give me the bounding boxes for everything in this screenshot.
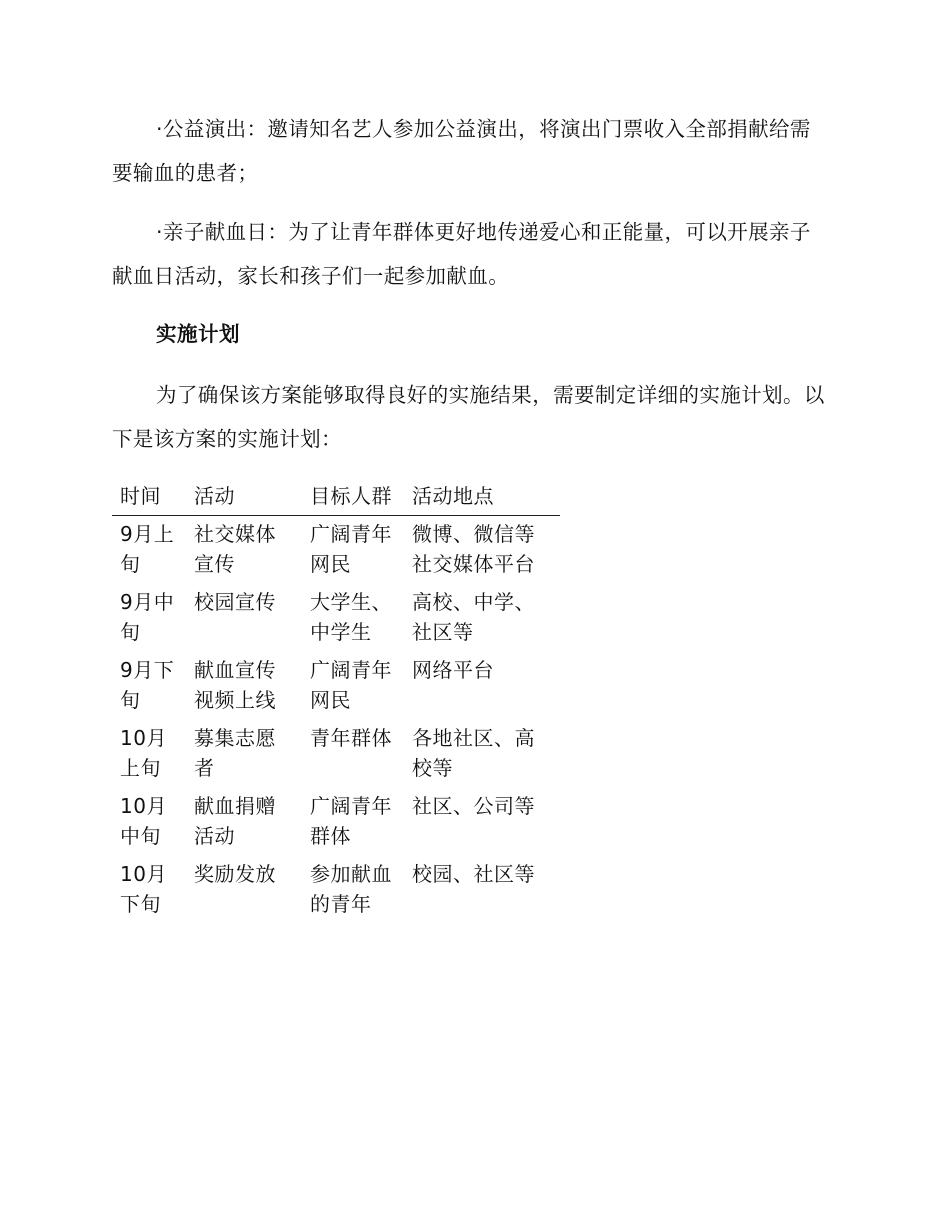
cell-time: 9月下旬 xyxy=(120,658,175,712)
cell-activity: 校园宣传 xyxy=(194,590,276,614)
cell-location: 网络平台 xyxy=(412,658,494,682)
paragraph-plan-intro: 为了确保该方案能够取得良好的实施结果，需要制定详细的实施计划。以下是该方案的实施计划： xyxy=(112,383,825,451)
cell-location: 高校、中学、社区等 xyxy=(412,590,535,644)
cell-location: 社区、公司等 xyxy=(412,794,535,818)
column-header-time: 时间 xyxy=(112,477,186,516)
table-row xyxy=(112,720,560,788)
paragraph-family-blood-day: ·亲子献血日：为了让青年群体更好地传递爱心和正能量，可以开展亲子献血日活动，家长和孩子们一起参加献血。 xyxy=(112,220,811,288)
cell-target-group: 大学生、中学生 xyxy=(310,590,392,644)
cell-location: 校园、社区等 xyxy=(412,862,535,886)
cell-target-group: 参加献血的青年 xyxy=(310,862,392,916)
cell-target-group: 青年群体 xyxy=(310,726,392,750)
cell-activity: 募集志愿者 xyxy=(194,726,276,780)
cell-activity: 献血宣传视频上线 xyxy=(194,658,276,712)
column-header-target-group: 目标人群 xyxy=(302,477,404,516)
cell-activity: 奖励发放 xyxy=(194,862,276,886)
cell-time: 10月中旬 xyxy=(120,794,167,848)
table-row xyxy=(112,516,560,585)
table-header-row xyxy=(112,477,560,516)
column-header-location: 活动地点 xyxy=(404,477,560,516)
cell-activity: 献血捐赠活动 xyxy=(194,794,276,848)
table-row xyxy=(112,652,560,720)
cell-time: 10月上旬 xyxy=(120,726,167,780)
cell-time: 9月中旬 xyxy=(120,590,175,644)
cell-target-group: 广阔青年网民 xyxy=(310,522,392,576)
implementation-plan-table xyxy=(112,477,560,924)
table-row xyxy=(112,788,560,856)
cell-target-group: 广阔青年群体 xyxy=(310,794,392,848)
cell-activity: 社交媒体宣传 xyxy=(194,522,276,576)
cell-time: 10月下旬 xyxy=(120,862,167,916)
table-row xyxy=(112,856,560,924)
paragraph-charity-show: ·公益演出：邀请知名艺人参加公益演出，将演出门票收入全部捐献给需要输血的患者； xyxy=(112,117,811,185)
cell-time: 9月上旬 xyxy=(120,522,175,576)
cell-location: 微博、微信等社交媒体平台 xyxy=(412,522,535,576)
cell-location: 各地社区、高校等 xyxy=(412,726,535,780)
section-heading-implementation-plan: 实施计划 xyxy=(156,322,240,346)
column-header-activity: 活动 xyxy=(186,477,302,516)
cell-target-group: 广阔青年网民 xyxy=(310,658,392,712)
table-row xyxy=(112,584,560,652)
